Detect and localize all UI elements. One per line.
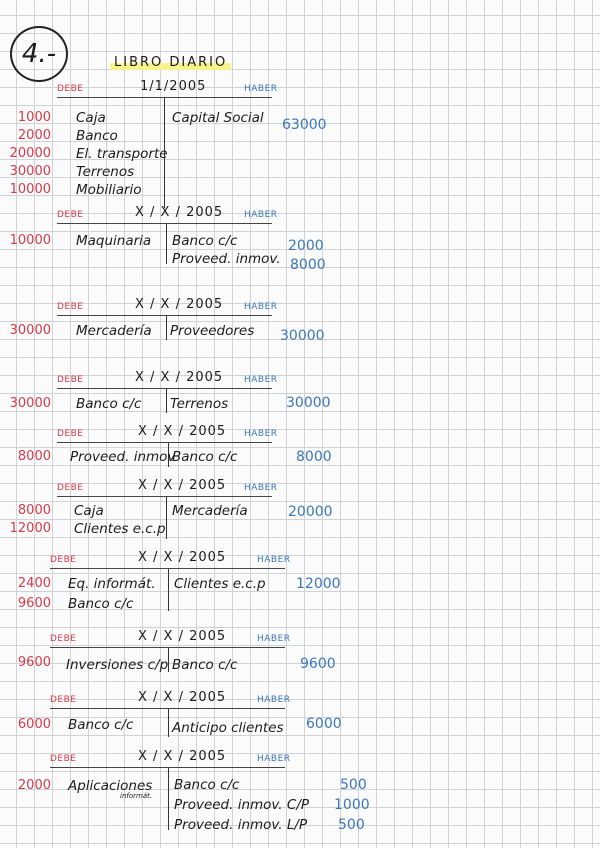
debe-label: DEBE <box>57 483 84 493</box>
haber-label: HABER <box>257 634 291 644</box>
entry-date: X / X / 2005 <box>135 297 224 312</box>
entry-date: 1/1/2005 <box>140 79 207 94</box>
page-title: LIBRO DIARIO <box>110 55 231 70</box>
debit-account: Aplicaciones <box>68 778 153 794</box>
debit-amount: 12000 <box>9 521 51 536</box>
entry-rule <box>57 388 272 389</box>
credit-account: Capital Social <box>172 110 264 126</box>
haber-label: HABER <box>257 754 291 764</box>
exercise-number: 4.- <box>10 26 68 82</box>
debe-label: DEBE <box>50 754 77 764</box>
haber-label: HABER <box>244 302 278 312</box>
debit-account: Caja <box>76 110 106 126</box>
haber-label: HABER <box>257 695 291 705</box>
credit-account: Banco c/c <box>172 657 238 673</box>
entry-divider <box>166 224 167 264</box>
entry-date: X / X / 2005 <box>138 629 227 644</box>
debit-amount: 2400 <box>17 576 51 591</box>
haber-label: HABER <box>244 210 278 220</box>
debit-account: Caja <box>74 503 104 519</box>
debit-account: Banco c/c <box>68 717 134 733</box>
haber-label: HABER <box>244 429 278 439</box>
entry-rule <box>57 223 272 224</box>
entry-date: X / X / 2005 <box>138 550 227 565</box>
debit-account: Banco c/c <box>68 596 134 612</box>
debe-label: DEBE <box>57 302 84 312</box>
credit-amount: 6000 <box>306 716 342 732</box>
credit-account: Banco c/c <box>174 777 240 793</box>
credit-account: Proveed. inmov. L/P <box>174 817 308 833</box>
credit-amount: 20000 <box>288 504 333 520</box>
debe-label: DEBE <box>57 429 84 439</box>
debit-account: Inversiones c/p <box>66 657 169 673</box>
debit-amount: 30000 <box>9 164 51 179</box>
credit-amount: 9600 <box>300 656 336 672</box>
debit-amount: 9600 <box>17 655 51 670</box>
debe-label: DEBE <box>50 555 77 565</box>
credit-amount: 30000 <box>280 328 325 344</box>
debit-account: Clientes e.c.p <box>74 521 166 537</box>
credit-amount: 2000 <box>288 238 324 254</box>
credit-amount: 8000 <box>290 257 326 273</box>
credit-amount: 8000 <box>296 449 332 465</box>
credit-amount: 30000 <box>286 395 331 411</box>
credit-account: Anticipo clientes <box>172 720 284 736</box>
entry-divider <box>168 569 169 611</box>
debit-amount: 1000 <box>17 110 51 125</box>
entry-date: X / X / 2005 <box>138 749 227 764</box>
debe-label: DEBE <box>50 634 77 644</box>
credit-amount: 500 <box>340 777 367 793</box>
entry-divider <box>166 389 167 413</box>
credit-account: Banco c/c <box>172 233 238 249</box>
debit-amount: 10000 <box>9 182 51 197</box>
credit-account: Proveed. inmov. <box>172 251 281 267</box>
haber-label: HABER <box>257 555 291 565</box>
credit-amount: 12000 <box>296 576 341 592</box>
credit-amount: 500 <box>338 817 365 833</box>
credit-amount: 63000 <box>282 117 327 133</box>
credit-account: Clientes e.c.p <box>174 576 266 592</box>
debit-account: Banco c/c <box>76 396 142 412</box>
debit-amount: 20000 <box>9 146 51 161</box>
debit-amount: 30000 <box>9 323 51 338</box>
debit-account: Proveed. inmov <box>70 449 176 465</box>
haber-label: HABER <box>244 375 278 385</box>
debit-account: Mobiliario <box>76 182 142 198</box>
entry-date: X / X / 2005 <box>135 370 224 385</box>
haber-label: HABER <box>244 84 278 94</box>
debe-label: DEBE <box>57 84 84 94</box>
credit-account: Banco c/c <box>172 449 238 465</box>
entry-divider <box>168 709 169 737</box>
debit-account: El. transporte <box>76 146 168 162</box>
credit-amount: 1000 <box>334 797 370 813</box>
entry-rule <box>57 496 272 497</box>
entry-rule <box>57 442 272 443</box>
entry-date: X / X / 2005 <box>138 478 227 493</box>
debe-label: DEBE <box>57 375 84 385</box>
debit-amount: 8000 <box>17 503 51 518</box>
debe-label: DEBE <box>57 210 84 220</box>
debit-amount: 2000 <box>17 128 51 143</box>
debit-amount: 8000 <box>17 449 51 464</box>
credit-account: Proveed. inmov. C/P <box>174 797 310 813</box>
debit-amount: 6000 <box>17 717 51 732</box>
credit-account: Proveedores <box>170 323 255 339</box>
entry-date: X / X / 2005 <box>138 690 227 705</box>
credit-account: Terrenos <box>170 396 229 412</box>
entry-divider <box>166 497 167 539</box>
entry-rule <box>57 315 272 316</box>
debit-amount: 30000 <box>9 396 51 411</box>
debit-amount: 10000 <box>9 233 51 248</box>
entry-date: X / X / 2005 <box>135 205 224 220</box>
entry-divider <box>166 316 167 340</box>
debit-amount: 9600 <box>17 596 51 611</box>
credit-account: Mercadería <box>172 503 248 519</box>
debit-amount: 2000 <box>17 778 51 793</box>
debit-account: Terrenos <box>76 164 135 180</box>
debit-account: Eq. informát. <box>68 576 156 592</box>
haber-label: HABER <box>244 483 278 493</box>
debit-account: Mercadería <box>76 323 152 339</box>
debe-label: DEBE <box>50 695 77 705</box>
entry-divider <box>168 768 169 830</box>
debit-account-note: informát. <box>120 792 153 800</box>
entry-date: X / X / 2005 <box>138 424 227 439</box>
debit-account: Banco <box>76 128 118 144</box>
debit-account: Maquinaria <box>76 233 152 249</box>
